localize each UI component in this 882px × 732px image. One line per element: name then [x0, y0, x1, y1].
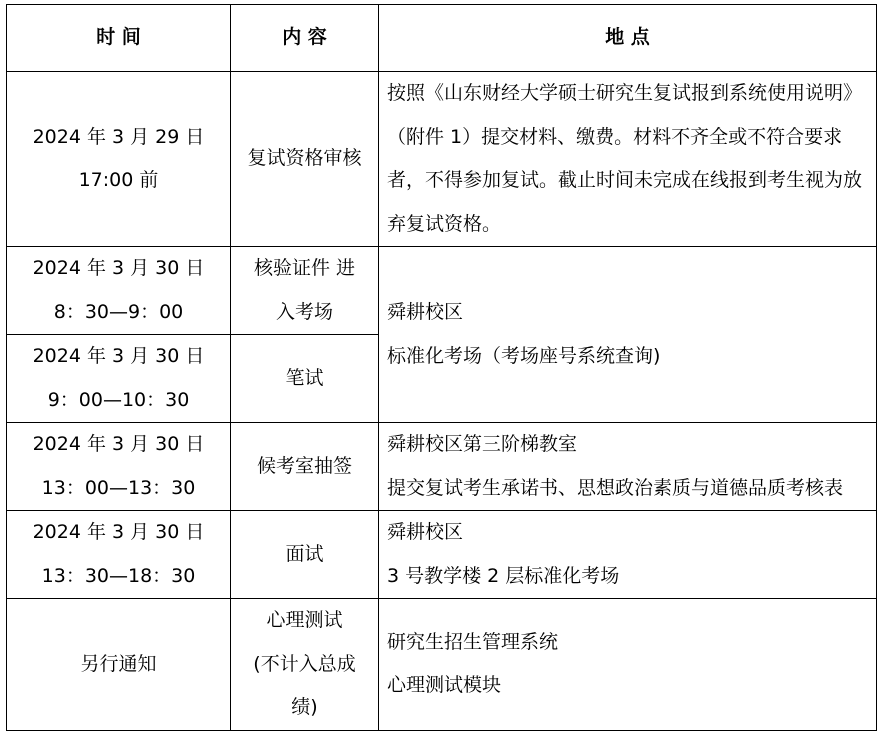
time-cell: [7, 599, 231, 731]
time-date: 2024 年 3 月 29 日: [32, 125, 205, 148]
time-date: 2024 年 3 月 30 日: [32, 433, 205, 455]
place-text: 研究生招生管理系统: [387, 630, 559, 653]
table-row: [7, 599, 877, 731]
place-text: 心理测试模块: [387, 674, 502, 697]
content-text: 面试: [285, 542, 324, 565]
content-cell: [231, 599, 379, 731]
time-notice: 另行通知: [80, 652, 157, 675]
table-row: [7, 423, 877, 511]
table-header-row: [7, 5, 877, 72]
time-cell: [7, 335, 231, 423]
content-text: 绩): [291, 696, 318, 718]
table-row: [7, 72, 877, 247]
table-row: [7, 511, 877, 599]
schedule-table: [6, 4, 877, 731]
time-date: 2024 年 3 月 30 日: [32, 521, 205, 543]
content-text: 候考室抽签: [256, 454, 352, 477]
content-text: 复试资格审核: [247, 147, 362, 170]
content-text: 入考场: [275, 300, 333, 323]
place-text: 舜耕校区第三阶梯教室: [387, 433, 578, 455]
place-text: 标准化考场（考场座号系统查询): [387, 344, 661, 367]
content-text: 核验证件 进: [253, 257, 356, 279]
content-cell: [231, 72, 379, 247]
content-text: (不计入总成: [253, 652, 356, 675]
content-text: 笔试: [285, 366, 324, 389]
place-cell: [379, 423, 877, 511]
content-cell: [231, 247, 379, 335]
table-row: [7, 247, 877, 335]
header-place: 地 点: [379, 5, 877, 72]
place-text: 舜耕校区: [387, 521, 464, 543]
time-range: 17:00 前: [78, 169, 159, 191]
content-text: 心理测试: [266, 609, 343, 631]
place-cell: [379, 599, 877, 731]
place-cell: [379, 72, 877, 247]
place-cell: [379, 511, 877, 599]
content-cell: [231, 423, 379, 511]
header-content: 内 容: [231, 5, 379, 72]
time-cell: [7, 423, 231, 511]
time-date: 2024 年 3 月 30 日: [32, 345, 205, 367]
place-text: 舜耕校区: [387, 301, 464, 323]
time-range: 13：30—18：30: [41, 564, 196, 587]
time-range: 13：00—13：30: [41, 476, 196, 499]
place-text: 提交复试考生承诺书、思想政治素质与道德品质考核表: [387, 476, 844, 499]
place-cell-merged: [379, 247, 877, 423]
time-cell: [7, 511, 231, 599]
content-cell: [231, 335, 379, 423]
time-range: 9：00—10：30: [47, 388, 190, 411]
content-cell: [231, 511, 379, 599]
time-range: 8：30—9：00: [53, 300, 184, 323]
header-time: 时 间: [7, 5, 231, 72]
time-cell: [7, 247, 231, 335]
time-date: 2024 年 3 月 30 日: [32, 257, 205, 279]
place-text: 3 号教学楼 2 层标准化考场: [387, 564, 620, 587]
place-text: 按照《山东财经大学硕士研究生复试报到系统使用说明》（附件 1）提交材料、缴费。材料不齐全或不符合要求者，不得参加复试。截止时间未完成在线报到考生视为放弃复试资格。: [387, 82, 863, 235]
time-cell: [7, 72, 231, 247]
